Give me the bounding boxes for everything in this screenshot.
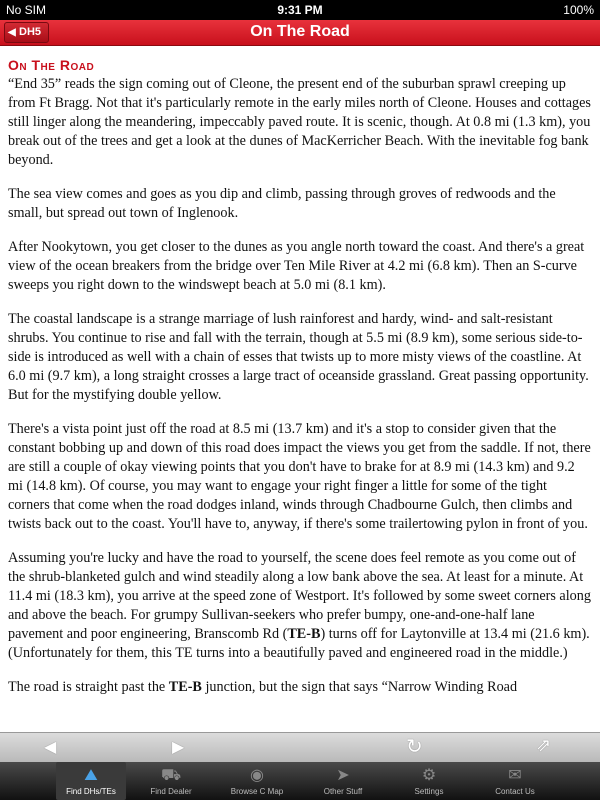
tab-find-dealer[interactable] [136,762,206,800]
tab-find-dhs-tes[interactable] [56,762,126,800]
navigation-bar [0,20,600,46]
tab-label: Settings [414,787,444,796]
back-button-label: DH5 [19,26,42,38]
tab-label: Other Stuff [323,787,363,796]
paragraph: The road is straight past the TE-B junction, but the sign that says “Narrow Winding Road [8,679,518,695]
paragraph: “End 35” reads the sign coming out of Cleone, the present end of the suburban sprawl creeping up from Ft Bragg. Not that it's particularly remote in the early miles north of Cleone. Houses and cottages still linger along the meandering, impeccably paved route. It is scenic, though. At 0.8 mi (1.3 km), you break out of the trees and get a look at the dunes of MacKerricher Beach. With the inevitable fog bank beyond. [8,76,591,168]
refresh-icon[interactable]: ↻ [406,736,423,758]
paragraph: The sea view comes and goes as you dip and climb, passing through groves of redwoods and the small, but spread out town of Inglenook. [8,186,556,221]
envelope-icon: ✉ [508,767,522,784]
signpost-icon: ➤ [336,767,350,784]
tab-label: Find Dealer [150,787,192,796]
tab-label: Contact Us [495,787,535,796]
clock: 9:31 PM [277,3,323,17]
tab-label: Find DHs/TEs [66,787,116,796]
paragraph: The coastal landscape is a strange marriage of lush rainforest and hardy, wind- and salt-resistant shrubs. You continue to rise and fall with the terrain, though at 5.5 mi (8.9 km), some serious side-to-side is introduced as well with a chain of esses that twists up to more misty views of the coastline. At 6.0 mi (9.7 km), a long straight crosses a large tract of oceanside grassland. Great passing opportunity. But for the mystifying double yellow. [8,311,589,403]
map-icon: ⛰ [84,767,98,784]
battery-indicator: 100% [563,3,594,17]
paragraph: Assuming you're lucky and have the road to yourself, the scene does feel remote as you come out of the shrub-blanketed gulch and wind steadily along a low bank above the sea. At least for a minute. At 11.4 mi (18.3 km), you arrive at the speed zone of Westport. It's followed by some sweet corners along and above the beach. For grumpy Sullivan-seekers who prefer bumpy, one-and-one-half lane pavement and poor engineering, Branscomb Rd (TE-B) turns off for Laytonville at 13.4 mi (21.6 km). (Unfortunately for them, this TE turns into a beautifully paved and engineered road in the middle.) [8,550,591,661]
camera-icon: ◉ [250,767,264,784]
share-icon[interactable]: ⇗ [536,735,552,755]
status-bar [0,0,600,20]
motorcycle-icon: ⛟ [161,767,182,784]
article-content[interactable] [8,56,592,726]
tab-browse-c-map[interactable] [222,762,292,800]
tab-contact-us[interactable] [480,762,550,800]
paragraph: There's a vista point just off the road at 8.5 mi (13.7 km) and it's a stop to consider given that the constant bobbing up and down of this road does impact the views you get from the saddle. If not, there are still a couple of okay viewing points that you don't have to brake for at 8.9 mi (14.3 km) and 9.2 mi (14.8 km). Of course, you may want to engage your right finger a little for some of the tight corners that come when the road dodges inland, winds through Chadbourne Gulch, then climbs and twists back out to the coast. You'll have to, anyway, if there's some trailertowing pylon in front of you. [8,421,591,532]
chevron-left-icon: ◀ [8,27,16,38]
forward-arrow-icon[interactable]: ▶ [172,739,185,756]
page-title: On The Road [250,23,350,40]
back-arrow-icon[interactable]: ◀ [44,739,57,756]
tab-settings[interactable] [394,762,464,800]
tab-label: Browse C Map [230,787,284,796]
tab-other-stuff[interactable] [308,762,378,800]
carrier-label: No SIM [6,3,47,17]
gear-icon: ⚙ [421,767,437,784]
tab-bar [0,762,600,800]
section-heading: On The Road [8,57,95,73]
paragraph: After Nookytown, you get closer to the dunes as you angle north toward the coast. And there's a great view of the ocean breakers from the bridge over Ten Mile River at 4.2 mi (6.8 km). Then an S-curve sweeps you right down to the windswept beach at 5.0 mi (8.1 km). [8,239,585,293]
browser-toolbar [0,732,600,763]
